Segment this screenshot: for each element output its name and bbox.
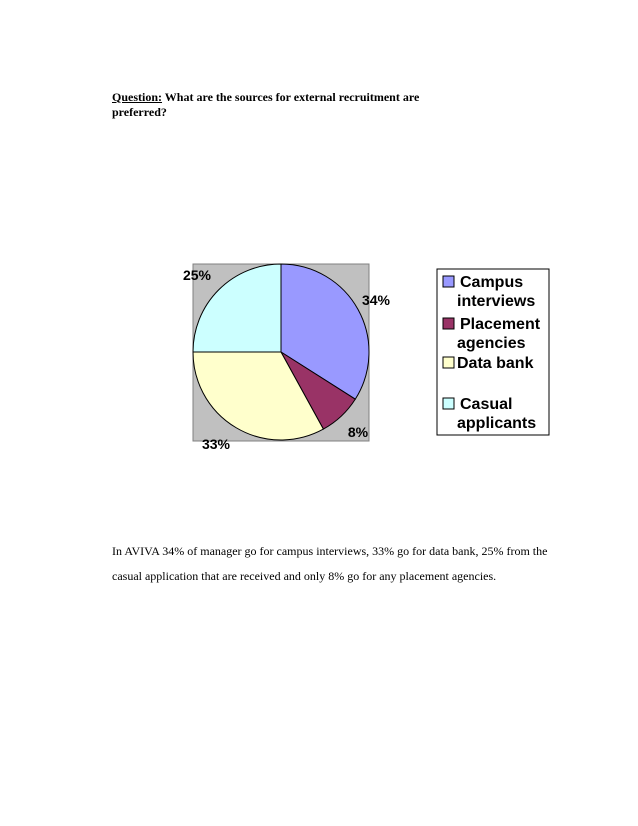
- legend-label-casual-applicants: Casual applicants: [457, 396, 537, 432]
- legend-label-campus-interviews: Campus interviews: [457, 274, 536, 310]
- legend: [437, 269, 549, 435]
- question-body: What are the sources for external recruitment are preferred?: [112, 90, 420, 119]
- legend-swatch-casual-applicants: [443, 398, 454, 409]
- question-label: Question:: [112, 90, 163, 104]
- data-label-data-bank: 33%: [201, 436, 231, 452]
- analysis-paragraph: In AVIVA 34% of manager go for campus interviews, 33% go for data bank, 25% from the casual application that are received and only 8% go for any placement agencies.: [112, 544, 548, 583]
- data-label-casual-applicants: 25%: [182, 267, 212, 283]
- data-label-campus-interviews: 34%: [361, 292, 391, 308]
- pie-slices: [193, 264, 369, 440]
- legend-swatch-campus-interviews: [443, 276, 454, 287]
- data-label-placement-agencies: 8%: [347, 424, 369, 440]
- legend-label-placement-agencies: Placement agencies: [457, 316, 541, 352]
- legend-swatch-placement-agencies: [443, 318, 454, 329]
- legend-label-data-bank: Data bank: [457, 355, 534, 372]
- legend-swatch-data-bank: [443, 357, 454, 368]
